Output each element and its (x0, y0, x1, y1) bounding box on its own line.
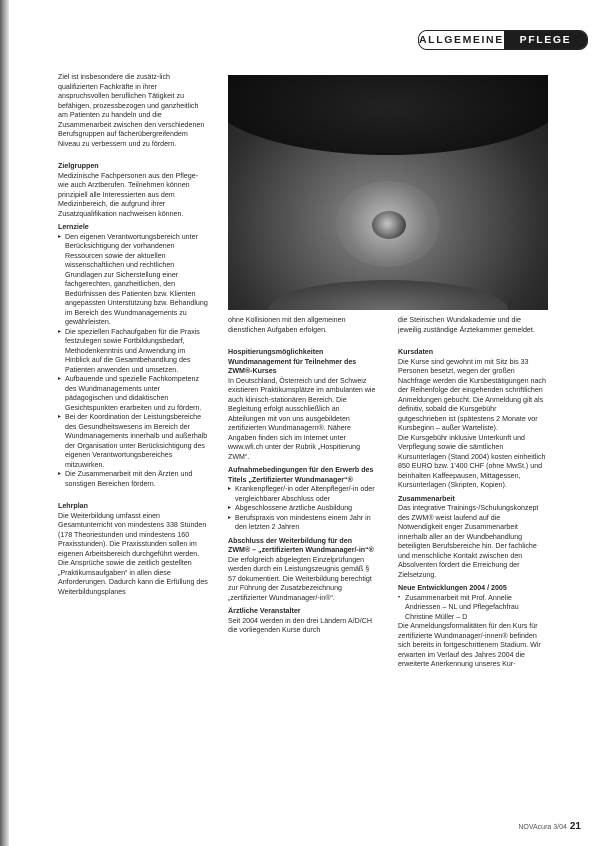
list-item: ▸ Krankenpfleger/-in oder Altenpfleger/-in oder vergleichbarer Abschluss oder (228, 485, 376, 504)
target-text: Medizinische Fachpersonen aus den Pflege- wie auch Arztberufen. Teilnehmen können prinzipiell alle Interessierten aus dem Medizinbereich, die aufgrund ihrer Zusatzqualifikation nachweisen können. (58, 171, 198, 218)
wound-photo (228, 75, 548, 310)
plan-text: Die Weiterbildung umfasst einen Gesamtunterricht von mindestens 338 Stunden (178 Theoriestunden und mindestens 160 Praxisstunden). Die Praxisstunden sollen im eigenen Arbeitsbereich durchgeführt werden. Die Ansprüche sowie die zeitlich gestellten „Praktikumsaufgaben“ in allen diese Anforderungen. Dadurch kann die Erfüllung des Weiterbildungsplanes (58, 511, 208, 596)
admission-list (228, 485, 376, 533)
hospitation-heading: Hospitierungsmöglichkeiten Wundmanagement für Teilnehmer des ZWM®-Kurses (228, 348, 357, 375)
goals-heading: Lernziele (58, 223, 89, 231)
course-fee-text: Die Kursgebühr inklusive Unterkunft und Verpflegung sowie die sämtlichen Kursunterlagen (Stand 2004) kosten einheitlich 850 EURO bzw. 1'400 CHF (ohne MwSt.) und beinhalten Kaffeepausen, Mittagessen, Kursunterlagen (Skripten, Kopien). (398, 433, 546, 489)
section-tag (418, 30, 588, 50)
column-2 (228, 316, 376, 636)
developments-text: Die Anmeldungsformalitäten für den Kurs für zertifizierte Wundmanager/-innen® befinden sich bereits in fortgeschrittenem Stadium. Wir erwarten im Verlauf des Jahres 2004 die erweiterte Anerkennung unseres Kur- (398, 622, 541, 668)
page-binding-edge (0, 0, 9, 846)
developments-heading: Neue Entwicklungen 2004 / 2005 (398, 584, 507, 592)
organizer-text: Seit 2004 werden in den drei Ländern A/D/CH die vorliegenden Kurse durch (228, 616, 372, 634)
course-data-heading: Kursdaten (398, 348, 434, 356)
photo-shadow (228, 75, 548, 155)
admission-heading: Aufnahmebedingungen für den Erwerb des Titels „Zertifizierter Wundmanager“® (228, 466, 374, 484)
organizer-heading: Ärztliche Veranstalter (228, 607, 301, 615)
cooperation-text: Das integrative Trainings-/Schulungskonzept des ZWM® weist laufend auf die Notwendigkeit enger Zusammenarbeit innerhalb aller an der Wundbehandlung beteiligten Berufsbereiche hin. Der fachliche und menschliche Kontakt zwischen den Absolventen fördert die Erreichung der Zielsetzung. (398, 504, 539, 579)
hospitation-text: In Deutschland, Österreich und der Schweiz existieren Praktikumsplätze im ambulanten wie auch klinisch-stationären Bereich. Die Begleitung erfolgt ausschließlich an Abteilungen mit von uns ausgebildeten zertifizierten Wundmanagern®. Nähere Angaben finden sich im Internet unter www.wfi.ch unter der Rubrik „Hospitierung ZWM“. (228, 376, 376, 461)
developments-list (398, 594, 546, 623)
list-item: ▸ Die Zusammenarbeit mit den Ärzten und sonstigen Bereichen fördern. (58, 470, 208, 489)
list-item: ▸ Den eigenen Verantwortungsbereich unter Berücksichtigung der vorhandenen Ressourcen sowie der aktuellen wissenschaftlichen und rechtlichen Grundlagen zur Sicherstellung einer fachgerechten, ganzheitlichen, den Bedürfnissen des Patienten bzw. Klienten angepassten Unterstützung bzw. Behandlung im Bereich des Wundmanagements zu gewährleisten. (58, 233, 208, 328)
plan-heading: Lehrplan (58, 502, 88, 510)
magazine-name: NOVAcura 3/04 (518, 824, 567, 831)
cooperation-heading: Zusammenarbeit (398, 494, 455, 503)
intro-text: Ziel ist insbesondere die zusätz-lich qualifizierten Fachkräfte in ihrer anspruchsvollen beruflichen Tätigkeit zu befähigen, prozessbezogen und ganzheitlich am Patienten zu handeln und die Zusammenarbeit zwischen den verschiedenen Berufsgruppen auf fächerübergreifendem Niveau zu verbessern und zu fördern. (58, 73, 205, 148)
column2-top-text: ohne Kollisionen mit den allgemeinen dienstlichen Aufgaben erfolgen. (228, 316, 346, 334)
list-item: • Zusammenarbeit mit Prof. Annelie Andriessen – NL und Pflegefachfrau Christine Müller – D (398, 594, 546, 623)
photo-wound (372, 211, 406, 239)
photo-skin (268, 280, 508, 310)
section-tag-left: ALLGEMEINE (419, 31, 504, 49)
list-item: ▸ Berufspraxis von mindestens einem Jahr in den letzten 2 Jahren (228, 514, 376, 533)
page-footer (518, 821, 581, 832)
column-1 (58, 73, 208, 597)
completion-text: Die erfolgreich abgelegten Einzelprüfungen werden durch ein Leistungszeugnis gemäß § 57 dokumentiert. Die Weiterbildung berechtigt zur Führung der Zusatzbezeichnung „zertifizierter Wundmanager/-in®“. (228, 555, 372, 602)
column3-top-text: die Steirischen Wundakademie und die jeweilig zuständige Ärztekammer gemeldet. (398, 316, 535, 334)
course-data-text: Die Kurse sind gewohnt im mit Sitz bis 33 Personen besetzt, wegen der großen Nachfrage werden die Kursbestätigungen nach der Reihenfolge der eingehenden schriftlichen Anmeldungen gebucht. Die Anmeldung gilt als definitiv, sobald die Kursgebühr gutgeschrieben ist (spätestens 2 Monate vor Kursbeginn – außer Warteliste). (398, 357, 546, 432)
list-item: ▸ Die speziellen Fachaufgaben für die Praxis festzulegen sowie Fortbildungsbedarf, Methodenkenntnis und Anwendung im Hinblick auf die Gesamtbehandlung des Patienten anwenden und umsetzen. (58, 328, 208, 376)
completion-heading: Abschluss der Weiterbildung für den ZWM® – „zertifizierten Wundmanager/-in“® (228, 536, 374, 554)
list-item: ▸ Bei der Koordination der Leistungsbereiche des Gesundheitswesens im Bereich der Wundmanagements innerhalb und außerhalb der Organisation unter Berücksichtigung des eigenen Verantwortungsbereiches mitzuwirken. (58, 413, 208, 470)
page-number: 21 (569, 821, 581, 832)
list-item: ▸ Aufbauende und spezielle Fachkompetenz des Wundmanagements unter pädagogischen und didaktischen Gesichtspunkten erarbeiten und zu fördern. (58, 375, 208, 413)
column-3 (398, 316, 546, 670)
goals-list (58, 233, 208, 490)
target-heading: Zielgruppen (58, 162, 99, 170)
section-tag-right: PFLEGE (504, 31, 587, 49)
list-item: ▸ Abgeschlossene ärztliche Ausbildung (228, 504, 376, 514)
